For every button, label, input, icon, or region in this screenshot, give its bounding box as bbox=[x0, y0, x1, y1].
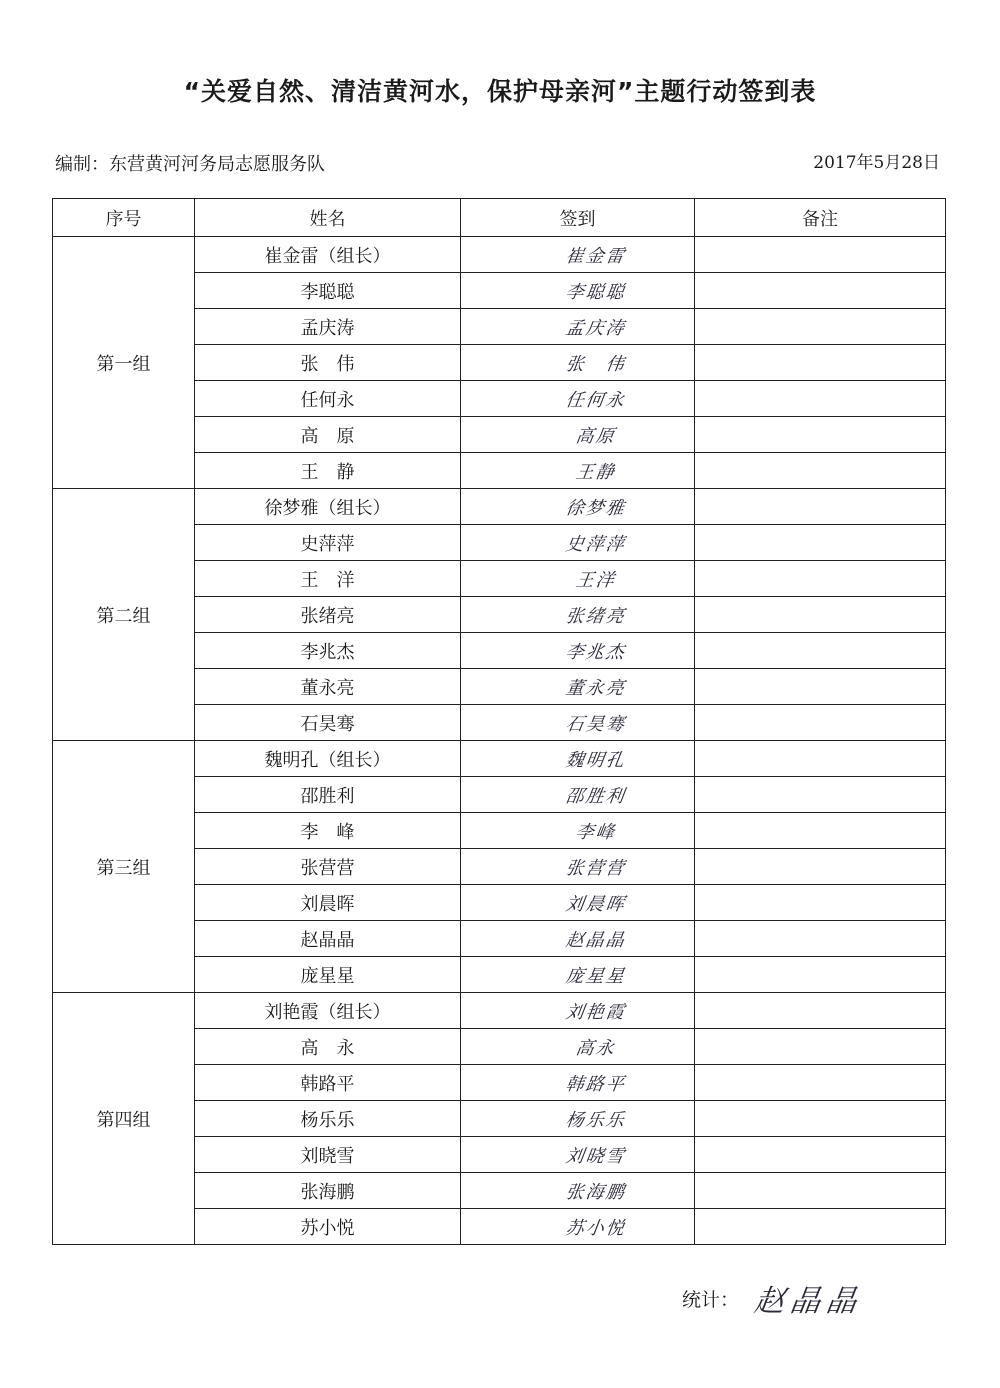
member-remark bbox=[695, 489, 946, 525]
handwritten-signature: 高永 bbox=[573, 1037, 617, 1059]
member-remark bbox=[695, 705, 946, 741]
header-sign: 签到 bbox=[461, 199, 695, 237]
member-remark bbox=[695, 849, 946, 885]
member-remark bbox=[695, 453, 946, 489]
member-name: 韩路平 bbox=[195, 1065, 461, 1101]
member-name: 杨乐乐 bbox=[195, 1101, 461, 1137]
member-signature-cell bbox=[461, 381, 695, 417]
handwritten-signature: 庞星星 bbox=[563, 965, 627, 987]
member-name: 张营营 bbox=[195, 849, 461, 885]
member-name: 崔金雷（组长） bbox=[195, 237, 461, 273]
member-signature-cell bbox=[461, 1101, 695, 1137]
handwritten-signature: 任何永 bbox=[563, 389, 627, 411]
member-name: 高 永 bbox=[195, 1029, 461, 1065]
header-seq: 序号 bbox=[53, 199, 195, 237]
handwritten-signature: 石昊骞 bbox=[563, 713, 627, 735]
handwritten-signature: 孟庆涛 bbox=[563, 317, 627, 339]
member-remark bbox=[695, 885, 946, 921]
sign-in-table bbox=[52, 198, 946, 1245]
handwritten-signature: 苏小悦 bbox=[563, 1217, 627, 1239]
member-remark bbox=[695, 309, 946, 345]
member-signature-cell bbox=[461, 525, 695, 561]
member-name: 苏小悦 bbox=[195, 1209, 461, 1245]
member-signature-cell bbox=[461, 813, 695, 849]
member-remark bbox=[695, 381, 946, 417]
handwritten-signature: 杨乐乐 bbox=[563, 1109, 627, 1131]
member-remark bbox=[695, 1137, 946, 1173]
member-name: 张绪亮 bbox=[195, 597, 461, 633]
member-signature-cell bbox=[461, 741, 695, 777]
table-header-row bbox=[53, 199, 946, 237]
member-remark bbox=[695, 1101, 946, 1137]
member-name: 徐梦雅（组长） bbox=[195, 489, 461, 525]
member-signature-cell bbox=[461, 489, 695, 525]
table-row bbox=[53, 237, 946, 273]
handwritten-signature: 刘艳霞 bbox=[563, 1001, 627, 1023]
member-signature-cell bbox=[461, 1065, 695, 1101]
member-name: 高 原 bbox=[195, 417, 461, 453]
member-signature-cell bbox=[461, 1209, 695, 1245]
member-signature-cell bbox=[461, 597, 695, 633]
document-date: 2017年5月28日 bbox=[813, 153, 940, 173]
member-name: 魏明孔（组长） bbox=[195, 741, 461, 777]
handwritten-signature: 王洋 bbox=[573, 569, 617, 591]
handwritten-signature: 邵胜利 bbox=[563, 785, 627, 807]
member-name: 刘晓雪 bbox=[195, 1137, 461, 1173]
handwritten-signature: 李聪聪 bbox=[563, 281, 627, 303]
handwritten-signature: 董永亮 bbox=[563, 677, 627, 699]
handwritten-signature: 张 伟 bbox=[563, 353, 627, 375]
member-signature-cell bbox=[461, 777, 695, 813]
group-label: 第三组 bbox=[53, 741, 195, 993]
member-name: 庞星星 bbox=[195, 957, 461, 993]
member-remark bbox=[695, 597, 946, 633]
member-remark bbox=[695, 561, 946, 597]
member-signature-cell bbox=[461, 633, 695, 669]
header-name: 姓名 bbox=[195, 199, 461, 237]
member-signature-cell bbox=[461, 849, 695, 885]
table-row bbox=[53, 741, 946, 777]
member-signature-cell bbox=[461, 993, 695, 1029]
handwritten-signature: 魏明孔 bbox=[563, 749, 627, 771]
document-title: “关爱自然、清洁黄河水，保护母亲河”主题行动签到表 bbox=[183, 77, 817, 106]
handwritten-signature: 徐梦雅 bbox=[563, 497, 627, 519]
handwritten-signature: 李兆杰 bbox=[563, 641, 627, 663]
member-signature-cell bbox=[461, 921, 695, 957]
group-label: 第四组 bbox=[53, 993, 195, 1245]
handwritten-signature: 刘晓雪 bbox=[563, 1145, 627, 1167]
handwritten-signature: 王静 bbox=[573, 461, 617, 483]
handwritten-signature: 李峰 bbox=[573, 821, 617, 843]
handwritten-signature: 刘晨晖 bbox=[563, 893, 627, 915]
member-remark bbox=[695, 345, 946, 381]
member-signature-cell bbox=[461, 957, 695, 993]
member-remark bbox=[695, 1065, 946, 1101]
member-remark bbox=[695, 1173, 946, 1209]
member-name: 张海鹏 bbox=[195, 1173, 461, 1209]
member-signature-cell bbox=[461, 1137, 695, 1173]
statistics bbox=[682, 1276, 863, 1320]
member-signature-cell bbox=[461, 1029, 695, 1065]
member-signature-cell bbox=[461, 345, 695, 381]
member-signature-cell bbox=[461, 885, 695, 921]
group-label: 第二组 bbox=[53, 489, 195, 741]
member-name: 史萍萍 bbox=[195, 525, 461, 561]
table-row bbox=[53, 993, 946, 1029]
member-name: 刘晨晖 bbox=[195, 885, 461, 921]
member-remark bbox=[695, 813, 946, 849]
member-remark bbox=[695, 237, 946, 273]
header-remark: 备注 bbox=[695, 199, 946, 237]
member-signature-cell bbox=[461, 417, 695, 453]
member-name: 石昊骞 bbox=[195, 705, 461, 741]
member-name: 张 伟 bbox=[195, 345, 461, 381]
member-name: 王 静 bbox=[195, 453, 461, 489]
table-row bbox=[53, 489, 946, 525]
member-remark bbox=[695, 1029, 946, 1065]
statistics-signature: 赵晶晶 bbox=[752, 1284, 865, 1319]
handwritten-signature: 赵晶晶 bbox=[563, 929, 627, 951]
member-name: 邵胜利 bbox=[195, 777, 461, 813]
handwritten-signature: 韩路平 bbox=[563, 1073, 627, 1095]
handwritten-signature: 张营营 bbox=[563, 857, 627, 879]
member-remark bbox=[695, 669, 946, 705]
member-name: 王 洋 bbox=[195, 561, 461, 597]
member-signature-cell bbox=[461, 561, 695, 597]
member-name: 李聪聪 bbox=[195, 273, 461, 309]
member-remark bbox=[695, 921, 946, 957]
member-name: 任何永 bbox=[195, 381, 461, 417]
member-remark bbox=[695, 741, 946, 777]
table-body bbox=[53, 237, 946, 1245]
member-signature-cell bbox=[461, 237, 695, 273]
member-remark bbox=[695, 1209, 946, 1245]
compiler-line: 编制：东营黄河河务局志愿服务队 bbox=[55, 154, 325, 175]
member-remark bbox=[695, 993, 946, 1029]
member-name: 孟庆涛 bbox=[195, 309, 461, 345]
handwritten-signature: 张海鹏 bbox=[563, 1181, 627, 1203]
member-signature-cell bbox=[461, 705, 695, 741]
member-name: 李 峰 bbox=[195, 813, 461, 849]
member-signature-cell bbox=[461, 453, 695, 489]
member-name: 赵晶晶 bbox=[195, 921, 461, 957]
member-remark bbox=[695, 417, 946, 453]
statistics-label: 统计： bbox=[682, 1288, 740, 1311]
handwritten-signature: 崔金雷 bbox=[563, 245, 627, 267]
member-signature-cell bbox=[461, 273, 695, 309]
member-name: 刘艳霞（组长） bbox=[195, 993, 461, 1029]
member-signature-cell bbox=[461, 309, 695, 345]
member-signature-cell bbox=[461, 669, 695, 705]
handwritten-signature: 张绪亮 bbox=[563, 605, 627, 627]
handwritten-signature: 高原 bbox=[573, 425, 617, 447]
member-name: 李兆杰 bbox=[195, 633, 461, 669]
member-remark bbox=[695, 273, 946, 309]
member-name: 董永亮 bbox=[195, 669, 461, 705]
member-signature-cell bbox=[461, 1173, 695, 1209]
handwritten-signature: 史萍萍 bbox=[563, 533, 627, 555]
member-remark bbox=[695, 957, 946, 993]
member-remark bbox=[695, 777, 946, 813]
member-remark bbox=[695, 633, 946, 669]
member-remark bbox=[695, 525, 946, 561]
group-label: 第一组 bbox=[53, 237, 195, 489]
